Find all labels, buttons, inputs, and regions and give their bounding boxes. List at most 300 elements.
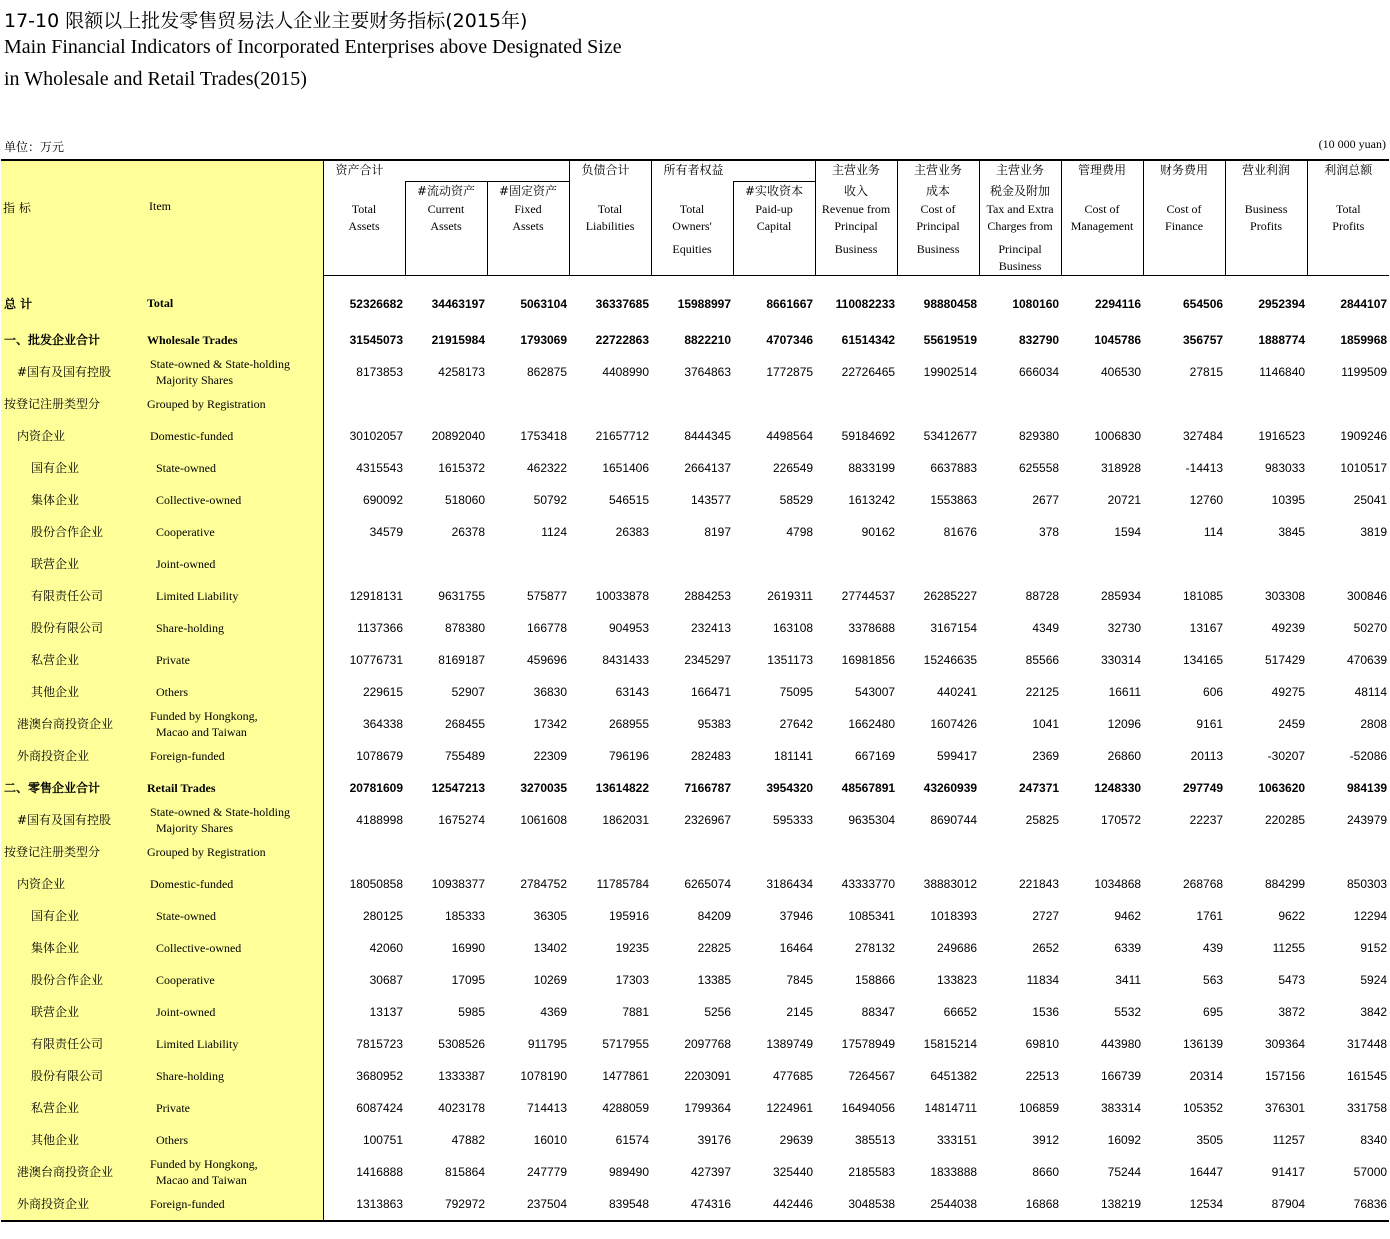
cell-value: 195916	[608, 908, 650, 923]
cell-value: 1061608	[520, 812, 568, 827]
table-row	[1, 324, 1389, 356]
column-header-en-1: Cost of	[1166, 201, 1202, 216]
cell-value: 1248330	[1094, 780, 1142, 795]
cell-value: 17095	[451, 972, 485, 987]
row-label-en	[147, 900, 323, 932]
cell-value: 7815723	[356, 1036, 403, 1051]
cell-value: 1085341	[848, 908, 896, 923]
column-header-en-3	[406, 235, 487, 241]
financial-indicators-table	[1, 159, 1389, 1222]
cell-value: 88728	[1025, 588, 1060, 603]
table-row	[1, 1028, 1389, 1060]
column-header-en-3	[1226, 235, 1307, 241]
cell-value: 29639	[779, 1132, 814, 1147]
cell-value: 5532	[1114, 1004, 1142, 1019]
cell-value: 543007	[855, 684, 896, 699]
row-label-en	[147, 804, 323, 836]
cell-value: 1862031	[602, 812, 650, 827]
cell-value: 36337685	[595, 296, 650, 311]
cell-value: 8197	[704, 524, 732, 539]
cell-value: 1416888	[356, 1164, 403, 1179]
column-header-en-1: Total	[351, 201, 377, 216]
cell-value: 6265074	[684, 876, 732, 891]
column-header-en-1: Total	[679, 201, 705, 216]
column-header-en-1: Cost of	[920, 201, 956, 216]
cell-value: 477685	[773, 1068, 814, 1083]
cell-value: 16868	[979, 1188, 1061, 1221]
cell-value: 10033878	[595, 588, 650, 603]
cell-value: 1063620	[1258, 780, 1306, 795]
column-header-cn	[1062, 182, 1143, 201]
cell-value: 4369	[540, 1004, 568, 1019]
cell-value: 163108	[773, 620, 814, 635]
cell-value: 839548	[569, 1188, 651, 1221]
cell-value: 1615372	[438, 460, 485, 475]
cell-value: 49275	[1271, 684, 1306, 699]
table-row	[1, 356, 1389, 388]
column-header-cn: 成本	[926, 183, 951, 198]
column-header-en-3	[734, 235, 815, 241]
row-label-en-line1: Share-holding	[156, 1068, 224, 1083]
cell-value: 599417	[937, 748, 978, 763]
cell-value: 13137	[369, 1004, 403, 1019]
table-row	[1, 1124, 1389, 1156]
row-label-en	[147, 1060, 323, 1092]
cell-value: 3186434	[766, 876, 814, 891]
cell-value	[815, 836, 897, 868]
table-row	[1, 772, 1389, 804]
cell-value: 3872	[1278, 1004, 1306, 1019]
cell-value: 48567891	[841, 780, 896, 795]
table-row	[1, 452, 1389, 484]
row-label-en-line1: Wholesale Trades	[147, 332, 238, 347]
row-label-en-line1: Funded by Hongkong,	[150, 1156, 258, 1171]
row-label-en	[147, 868, 323, 900]
column-header-en-3: Business	[916, 241, 960, 256]
row-label-en-line1: Joint-owned	[156, 1004, 216, 1019]
cell-value: 100751	[362, 1132, 403, 1147]
cell-value: 2677	[1032, 492, 1060, 507]
row-label-cn: 其他企业	[1, 676, 147, 708]
cell-value: 1916523	[1258, 428, 1306, 443]
cell-value: 278132	[855, 940, 896, 955]
cell-value: 8690744	[930, 812, 978, 827]
header-group-liabilities: 负债合计	[569, 160, 651, 182]
cell-value: 98880458	[923, 296, 978, 311]
table-row	[1, 964, 1389, 996]
cell-value: 1761	[1196, 908, 1224, 923]
cell-value	[651, 836, 733, 868]
cell-value: 3680952	[356, 1068, 403, 1083]
cell-value: 38883012	[923, 876, 978, 891]
cell-value: 8444345	[684, 428, 732, 443]
cell-value: 243979	[1347, 812, 1388, 827]
cell-value: 325440	[773, 1164, 814, 1179]
cell-value: 81676	[943, 524, 978, 539]
cell-value: 1675274	[438, 812, 485, 827]
row-label-en	[147, 836, 323, 868]
cell-value: 106859	[1019, 1100, 1060, 1115]
cell-value: 19235	[615, 940, 650, 955]
cell-value: 829380	[1019, 428, 1060, 443]
cell-value: 8660	[1032, 1164, 1060, 1179]
cell-value	[979, 836, 1061, 868]
column-header-en-2: Owners'	[672, 218, 712, 233]
cell-value: 8340	[1360, 1132, 1388, 1147]
cell-value: 317448	[1347, 1036, 1388, 1051]
cell-value: 667169	[855, 748, 896, 763]
column-header-5	[733, 182, 815, 276]
cell-value: 133823	[937, 972, 978, 987]
cell-value: 376301	[1265, 1100, 1306, 1115]
cell-value: 12918131	[349, 588, 403, 603]
column-header-en-2: Principal	[834, 218, 878, 233]
row-label-cn: #国有及国有控股	[1, 356, 147, 388]
cell-value: 8169187	[438, 652, 485, 667]
column-header-en-2: Charges from	[987, 218, 1053, 233]
cell-value: 16092	[1107, 1132, 1142, 1147]
header-stub-cn	[1, 160, 147, 275]
cell-value: 181141	[773, 748, 814, 763]
cell-value: 383314	[1101, 1100, 1142, 1115]
row-label-en	[147, 356, 323, 388]
row-label-cn: 有限责任公司	[1, 1028, 147, 1060]
row-label-cn: 股份有限公司	[1, 612, 147, 644]
cell-value: 4798	[786, 524, 814, 539]
unit-label-cn: 单位：万元	[4, 140, 65, 154]
cell-value: 7845	[786, 972, 814, 987]
cell-value: 55619519	[923, 332, 978, 347]
cell-value: 3048538	[815, 1188, 897, 1221]
cell-value: 9622	[1278, 908, 1306, 923]
column-header-en-3: Equities	[672, 241, 712, 256]
cell-value: 309364	[1265, 1036, 1306, 1051]
cell-value	[815, 388, 897, 420]
table-row	[1, 676, 1389, 708]
table-row	[1, 868, 1389, 900]
row-label-en	[147, 740, 323, 772]
cell-value: 5308526	[438, 1036, 485, 1051]
cell-value: 226549	[773, 460, 814, 475]
cell-value: 6339	[1114, 940, 1142, 955]
cell-value	[1143, 388, 1225, 420]
column-header-en-1: Current	[427, 202, 465, 216]
column-header-en-3	[488, 235, 569, 241]
cell-value: 625558	[1019, 460, 1060, 475]
column-header-en-1: Business	[1244, 201, 1288, 216]
cell-value: 39176	[697, 1132, 732, 1147]
cell-value: 1662480	[848, 716, 896, 731]
column-header-en-2: Assets	[430, 219, 462, 233]
cell-value: 138219	[1061, 1188, 1143, 1221]
row-label-en-line1: State-owned	[156, 460, 216, 475]
cell-value: 143577	[690, 492, 732, 507]
cell-value: 1078679	[356, 748, 403, 763]
cell-value: 27642	[779, 716, 814, 731]
cell-value: 2326967	[684, 812, 732, 827]
cell-value: 378	[1039, 524, 1060, 539]
cell-value: 2544038	[897, 1188, 979, 1221]
row-label-en-line1: Share-holding	[156, 620, 224, 635]
row-label-en-line1: Private	[156, 652, 190, 667]
cell-value: 16611	[1108, 684, 1142, 699]
cell-value: 9161	[1196, 716, 1224, 731]
cell-value: 606	[1203, 684, 1224, 699]
row-label-en	[147, 772, 323, 804]
cell-value: 22237	[1189, 812, 1224, 827]
column-header-2	[487, 182, 569, 276]
row-label-cn: 二、零售企业合计	[1, 772, 147, 804]
cell-value: 3954320	[766, 780, 814, 795]
cell-value: 2345297	[684, 652, 732, 667]
cell-value: 8661667	[766, 296, 814, 311]
cell-value: 50792	[533, 492, 568, 507]
cell-value: 1909246	[1340, 428, 1388, 443]
cell-value	[1307, 548, 1389, 580]
cell-value: 9631755	[438, 588, 485, 603]
row-label-cn: 私营企业	[1, 644, 147, 676]
cell-value: 87904	[1225, 1188, 1307, 1221]
cell-value: 462322	[526, 460, 568, 475]
row-label-en-line1: Domestic-funded	[150, 428, 234, 443]
cell-value: 3378688	[848, 620, 896, 635]
cell-value: 85566	[1025, 652, 1060, 667]
header-group-cost: 主营业务	[897, 160, 979, 182]
cell-value: 61574	[615, 1132, 650, 1147]
header-group-management: 管理费用	[1061, 160, 1143, 182]
cell-value: 22309	[533, 748, 568, 763]
column-header-en-2: Assets	[512, 219, 544, 233]
row-label-en-line2: Majority Shares	[156, 820, 233, 835]
cell-value: 1607426	[930, 716, 978, 731]
cell-value: 815864	[444, 1164, 485, 1179]
cell-value: 878380	[444, 620, 485, 635]
cell-value: 18050858	[349, 876, 403, 891]
cell-value: 518060	[444, 492, 485, 507]
cell-value: 280125	[362, 908, 403, 923]
header-group-finance: 财务费用	[1143, 160, 1225, 182]
cell-value: 158866	[855, 972, 896, 987]
cell-value: 5717955	[602, 1036, 650, 1051]
cell-value: 20892040	[431, 428, 485, 443]
row-label-en-line1: Private	[156, 1100, 190, 1115]
cell-value	[897, 388, 979, 420]
column-header-en-1: Cost of	[1084, 201, 1120, 216]
cell-value: 16010	[533, 1132, 568, 1147]
cell-value: 59184692	[841, 428, 896, 443]
cell-value: 2619311	[767, 588, 814, 603]
cell-value: 282483	[690, 748, 732, 763]
cell-value: 36305	[533, 908, 568, 923]
row-label-en	[147, 964, 323, 996]
header-group-equity: 所有者权益	[651, 160, 815, 182]
row-label-en	[147, 580, 323, 612]
column-header-en-2: Profits	[1250, 218, 1283, 233]
cell-value: 333151	[937, 1132, 978, 1147]
cell-value: 2097768	[684, 1036, 732, 1051]
cell-value: 850303	[1347, 876, 1388, 891]
row-label-en	[147, 1092, 323, 1124]
column-header-4	[651, 182, 733, 276]
cell-value	[405, 548, 487, 580]
row-label-en-line2: Macao and Taiwan	[156, 724, 247, 739]
cell-value: 14814711	[924, 1100, 978, 1115]
cell-value: 1613242	[848, 492, 896, 507]
row-label-en	[147, 516, 323, 548]
row-label-cn: 港澳台商投资企业	[1, 1156, 147, 1188]
cell-value: 268455	[444, 716, 485, 731]
row-label-cn: 按登记注册类型分	[1, 836, 147, 868]
cell-value	[569, 548, 651, 580]
cell-value: 1389749	[766, 1036, 814, 1051]
column-header-en-2: Capital	[756, 219, 792, 233]
cell-value	[651, 388, 733, 420]
table-row	[1, 612, 1389, 644]
row-label-cn: 内资企业	[1, 868, 147, 900]
cell-value: 1080160	[1012, 296, 1060, 311]
row-label-cn: 联营企业	[1, 996, 147, 1028]
row-label-cn: 总 计	[1, 275, 147, 324]
cell-value: 989490	[608, 1164, 650, 1179]
row-label-cn: 其他企业	[1, 1124, 147, 1156]
cell-value: 4023178	[438, 1100, 485, 1115]
cell-value: 8833199	[848, 460, 896, 475]
cell-value: 268768	[1183, 876, 1224, 891]
column-header-en-2: Finance	[1165, 218, 1204, 233]
column-header-6	[815, 182, 897, 276]
column-header-cn	[1308, 182, 1390, 201]
cell-value: 546515	[608, 492, 650, 507]
table-row	[1, 836, 1389, 868]
cell-value	[405, 836, 487, 868]
cell-value	[651, 548, 733, 580]
cell-value: 69810	[1025, 1036, 1060, 1051]
cell-value: 114	[1203, 524, 1224, 539]
row-label-en	[147, 420, 323, 452]
cell-value: 2369	[1032, 748, 1060, 763]
cell-value	[1225, 388, 1307, 420]
cell-value: 15815214	[923, 1036, 978, 1051]
cell-value: 1888774	[1258, 332, 1306, 347]
cell-value: 34463197	[431, 296, 485, 311]
cell-value: 1124	[541, 524, 568, 539]
header-stub-en-text: Item	[149, 199, 171, 213]
cell-value: 61514342	[841, 332, 896, 347]
cell-value: 10776731	[349, 652, 403, 667]
row-label-en	[147, 1124, 323, 1156]
cell-value: 755489	[444, 748, 485, 763]
table-row	[1, 1092, 1389, 1124]
cell-value: 792972	[405, 1188, 487, 1221]
cell-value	[979, 388, 1061, 420]
row-label-en-line1: Collective-owned	[156, 492, 242, 507]
cell-value: 1018393	[930, 908, 978, 923]
cell-value: 34579	[369, 524, 403, 539]
cell-value: 297749	[1183, 780, 1224, 795]
cell-value: 6087424	[356, 1100, 403, 1115]
cell-value	[569, 388, 651, 420]
cell-value: 2844107	[1340, 296, 1388, 311]
cell-value: 166778	[526, 620, 568, 635]
cell-value: 654506	[1183, 296, 1224, 311]
cell-value: 3505	[1196, 1132, 1224, 1147]
cell-value: 19902514	[923, 364, 978, 379]
row-label-cn: 国有企业	[1, 900, 147, 932]
table-header	[1, 160, 1389, 275]
cell-value: 185333	[444, 908, 485, 923]
row-label-en	[147, 708, 323, 740]
row-label-en	[147, 644, 323, 676]
cell-value: 666034	[1019, 364, 1060, 379]
cell-value: 3842	[1360, 1004, 1388, 1019]
cell-value: 8431433	[602, 652, 650, 667]
table-row	[1, 708, 1389, 740]
row-label-cn: 联营企业	[1, 548, 147, 580]
column-header-cn	[570, 182, 651, 201]
row-label-en	[147, 1188, 323, 1221]
cell-value: 16464	[779, 940, 814, 955]
cell-value: 517429	[1265, 652, 1306, 667]
cell-value: 4188998	[356, 812, 403, 827]
table-row	[1, 996, 1389, 1028]
cell-value: 50270	[1353, 620, 1388, 635]
cell-value: 52326682	[349, 296, 403, 311]
cell-value	[897, 548, 979, 580]
cell-value: 27744537	[841, 588, 896, 603]
cell-value: 12760	[1189, 492, 1224, 507]
cell-value: 13402	[533, 940, 568, 955]
column-header-11	[1225, 182, 1307, 276]
column-header-en-3: Principal Business	[998, 241, 1042, 273]
column-header-en-3	[1144, 235, 1225, 241]
cell-value: 4349	[1032, 620, 1060, 635]
column-header-en-3	[1308, 235, 1390, 241]
cell-value: 11257	[1272, 1132, 1306, 1147]
cell-value: 364338	[362, 716, 403, 731]
column-header-en-3	[324, 235, 405, 241]
cell-value: 134165	[1183, 652, 1224, 667]
cell-value: 3270035	[520, 780, 568, 795]
column-header-10	[1143, 182, 1225, 276]
cell-value: 76836	[1307, 1188, 1389, 1221]
cell-value: 7881	[622, 1004, 650, 1019]
cell-value: 10269	[533, 972, 568, 987]
row-label-cn: #国有及国有控股	[1, 804, 147, 836]
cell-value: 406530	[1101, 364, 1142, 379]
cell-value: 9635304	[848, 812, 896, 827]
cell-value: 25825	[1025, 812, 1060, 827]
cell-value: 470639	[1347, 652, 1388, 667]
table-row	[1, 388, 1389, 420]
cell-value: 1010517	[1340, 460, 1388, 475]
table-row	[1, 275, 1389, 324]
cell-value: 22726465	[841, 364, 896, 379]
row-label-en-line1: State-owned	[156, 908, 216, 923]
cell-value: 37946	[779, 908, 814, 923]
column-header-en-1: Tax and Extra	[986, 201, 1054, 216]
cell-value: 6451382	[930, 1068, 978, 1083]
cell-value: 181085	[1183, 588, 1224, 603]
cell-value: 1146840	[1259, 364, 1306, 379]
cell-value: 385513	[855, 1132, 896, 1147]
row-label-en	[147, 1156, 323, 1188]
cell-value: 88347	[861, 1004, 896, 1019]
row-label-en	[147, 932, 323, 964]
cell-value: 331758	[1347, 1100, 1388, 1115]
cell-value: 796196	[608, 748, 650, 763]
table-row	[1, 516, 1389, 548]
cell-value: 1041	[1032, 716, 1060, 731]
